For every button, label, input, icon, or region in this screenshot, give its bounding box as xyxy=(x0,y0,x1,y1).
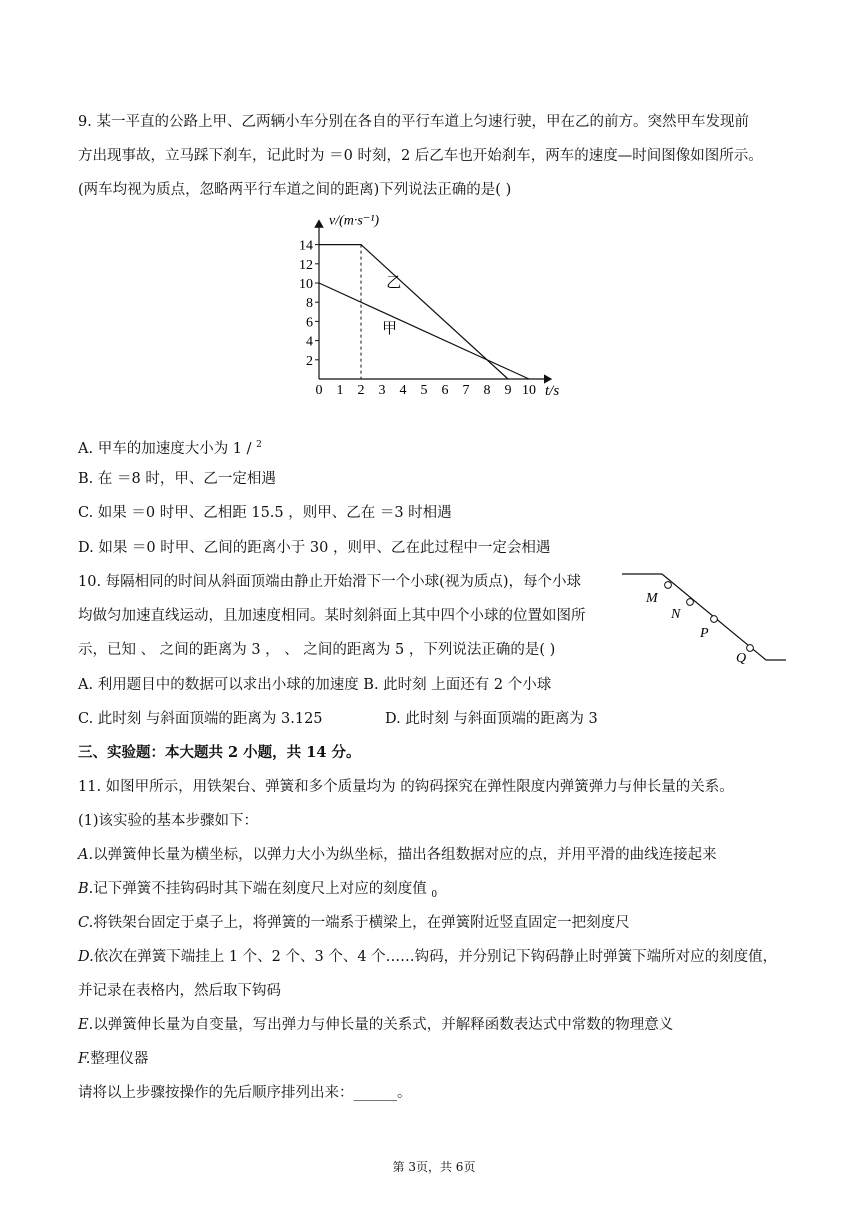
x-tick-label: 4 xyxy=(399,383,407,398)
q10-stem-line-2: 均做匀加速直线运动，且加速度相同。某时刻斜面上其中四个小球的位置如图所 xyxy=(78,608,586,624)
q11-step-c xyxy=(78,913,630,933)
x-tick-label: 5 xyxy=(420,383,428,398)
label-p: P xyxy=(700,626,709,641)
x-tick-label: 1 xyxy=(336,383,344,398)
q11-stem: 11. 如图甲所示，用铁架台、弹簧和多个质量均为 的钩码探究在弹性限度内弹簧弹力与伸长量的关系。 xyxy=(78,779,734,795)
ball-m xyxy=(665,582,672,589)
step-b-letter: B. xyxy=(78,881,94,897)
step-a-letter: A. xyxy=(78,847,94,863)
q11-part-1: (1)该实验的基本步骤如下： xyxy=(78,813,259,829)
step-d-letter: D. xyxy=(78,949,94,965)
q11-step-a xyxy=(78,845,717,865)
step-d-text: 依次在弹簧下端挂上 1 个、2 个、3 个、4 个……钩码，并分别记下钩码静止时弹簧下端所对应的刻度值， xyxy=(93,949,778,965)
q11-step-e xyxy=(78,1015,673,1035)
q9-option-a-exponent: 2 xyxy=(256,440,262,450)
q9-option-a-text: A. 甲车的加速度大小为 1 / xyxy=(78,440,257,457)
step-c-text: 将铁架台固定于桌子上，将弹簧的一端系于横梁上，在弹簧附近竖直固定一把刻度尺 xyxy=(93,915,630,931)
page-footer: 第 3页，共 6页 xyxy=(392,1160,476,1174)
series-line-jia xyxy=(319,283,529,379)
x-tick-label: 10 xyxy=(522,383,536,398)
q11-step-d xyxy=(78,947,777,967)
q9-option-a xyxy=(78,435,262,459)
q9-stem-line-1: 9. 某一平直的公路上甲、乙两辆小车分别在各自的平行车道上匀速行驶，甲在乙的前方。突然甲车发现前 xyxy=(78,114,749,130)
x-axis-label: t/s xyxy=(545,383,560,399)
step-a-text: 以弹簧伸长量为横坐标，以弹力大小为纵坐标，描出各组数据对应的点，并用平滑的曲线连接起来 xyxy=(93,847,717,863)
q11-order-question: 请将以上步骤按操作的先后顺序排列出来：______。 xyxy=(78,1085,412,1101)
y-tick-label: 6 xyxy=(306,315,313,331)
incline-balls-figure xyxy=(618,566,790,666)
step-c-letter: C. xyxy=(78,915,94,931)
x-tick-label: 0 xyxy=(315,383,323,398)
x-tick-label: 3 xyxy=(378,383,386,398)
q10-option-d: D. 此时刻 与斜面顶端的距离为 3 xyxy=(385,711,598,727)
step-e-letter: E. xyxy=(78,1017,94,1033)
step-f-letter: F. xyxy=(78,1051,91,1067)
ball-q xyxy=(747,645,754,652)
label-q: Q xyxy=(736,651,747,666)
q9-option-b: B. 在 ＝8 时，甲、乙一定相遇 xyxy=(78,471,276,487)
x-tick-label: 7 xyxy=(462,383,470,398)
step-e-text: 以弹簧伸长量为自变量，写出弹力与伸长量的关系式，并解释函数表达式中常数的物理意义 xyxy=(93,1017,674,1033)
y-tick-label: 2 xyxy=(306,353,313,369)
q10-options-a-b: A. 利用题目中的数据可以求出小球的加速度 B. 此时刻 上面还有 2 个小球 xyxy=(78,677,552,693)
q9-stem-line-2: 方出现事故，立马踩下刹车，记此时为 ＝0 时刻，2 后乙车也开始刹车，两车的速度—时间图像如图所示。 xyxy=(78,148,763,164)
step-f-text: 整理仪器 xyxy=(90,1051,149,1067)
y-tick-label: 8 xyxy=(306,296,313,312)
ball-n xyxy=(687,599,694,606)
incline-slope xyxy=(622,574,786,660)
velocity-time-chart xyxy=(290,205,580,405)
label-n: N xyxy=(671,607,681,622)
x-tick-label: 8 xyxy=(483,383,491,398)
series-label-yi: 乙 xyxy=(386,274,402,291)
step-b-subscript: 0 xyxy=(431,889,438,900)
x-tick-label: 6 xyxy=(441,383,449,398)
q9-stem-line-3: (两车均视为质点，忽略两平行车道之间的距离)下列说法正确的是( ) xyxy=(78,182,512,198)
q11-step-d-continued: 并记录在表格内，然后取下钩码 xyxy=(78,983,281,999)
y-tick-label: 14 xyxy=(299,238,313,254)
y-tick-label: 12 xyxy=(299,257,313,273)
q9-option-d: D. 如果 ＝0 时甲、乙间的距离小于 30 ，则甲、乙在此过程中一定会相遇 xyxy=(78,540,551,556)
step-b-text: 记下弹簧不挂钩码时其下端在刻度尺上对应的刻度值 xyxy=(93,881,432,897)
q10-option-c: C. 此时刻 与斜面顶端的距离为 3.125 xyxy=(78,711,323,727)
x-tick-label: 2 xyxy=(357,383,365,398)
label-m: M xyxy=(646,591,658,606)
q10-stem-line-3: 示，已知 、 之间的距离为 3 ， 、 之间的距离为 5 ，下列说法正确的是( ) xyxy=(78,642,556,658)
y-tick-label: 4 xyxy=(306,334,313,350)
series-line-yi xyxy=(319,245,508,379)
y-tick-label: 10 xyxy=(299,277,313,292)
q11-step-f xyxy=(78,1049,148,1069)
series-label-jia: 甲 xyxy=(382,320,398,337)
x-tick-label: 9 xyxy=(504,383,512,398)
section-3-heading: 三、实验题：本大题共 2 小题，共 14 分。 xyxy=(78,744,361,761)
y-axis-label: v/(m·s⁻¹) xyxy=(329,213,380,229)
ball-p xyxy=(711,616,718,623)
q11-step-b xyxy=(78,879,437,905)
q9-option-c: C. 如果 ＝0 时甲、乙相距 15.5 ，则甲、乙在 ＝3 时相遇 xyxy=(78,505,452,521)
q10-stem-line-1: 10. 每隔相同的时间从斜面顶端由静止开始滑下一个小球(视为质点)，每个小球 xyxy=(78,574,581,590)
